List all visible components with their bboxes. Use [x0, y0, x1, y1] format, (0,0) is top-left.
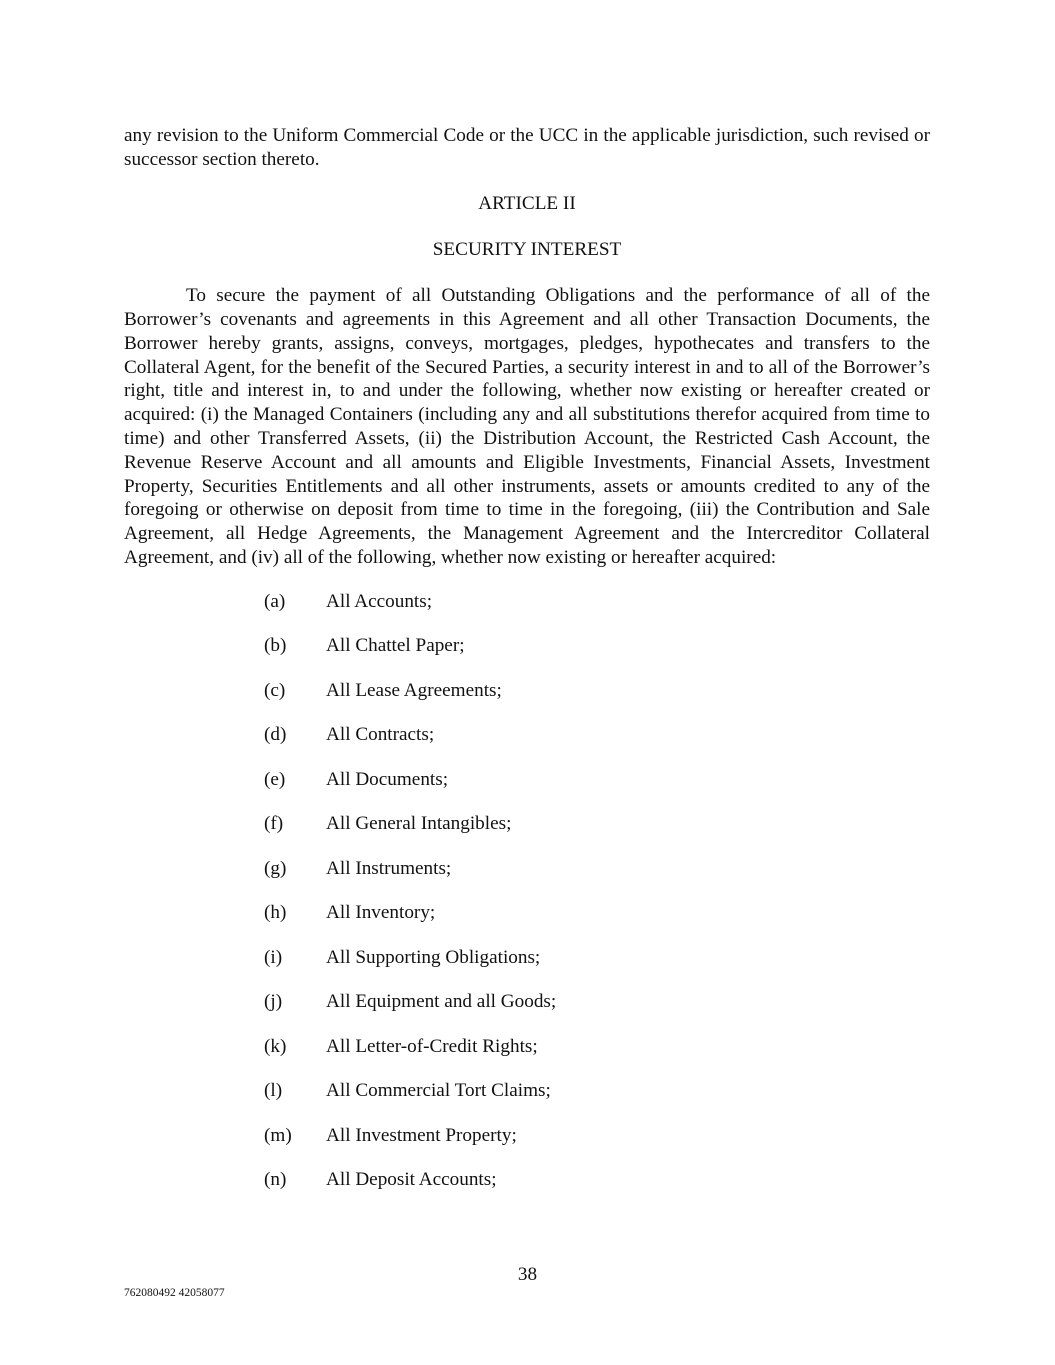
item-text: All Equipment and all Goods;: [326, 991, 557, 1013]
list-item: [124, 679, 930, 703]
item-text: All Letter-of-Credit Rights;: [326, 1035, 538, 1057]
list-item: [124, 1124, 930, 1148]
item-text: All Lease Agreements;: [326, 679, 502, 701]
item-letter: (e): [264, 768, 286, 790]
item-text: All Chattel Paper;: [326, 635, 465, 657]
list-item: [124, 857, 930, 881]
item-text: All Investment Property;: [326, 1124, 517, 1146]
list-item: [124, 634, 930, 658]
document-id: 762080492 42058077: [124, 1287, 225, 1299]
item-letter: (m): [264, 1124, 292, 1146]
item-text: All General Intangibles;: [326, 813, 512, 835]
item-text: All Accounts;: [326, 590, 433, 612]
list-item: [124, 768, 930, 792]
item-text: All Deposit Accounts;: [326, 1169, 497, 1191]
list-item: [124, 946, 930, 970]
item-letter: (n): [264, 1169, 287, 1191]
item-letter: (d): [264, 724, 287, 746]
item-text: All Documents;: [326, 768, 449, 790]
article-title-heading: SECURITY INTEREST: [432, 239, 622, 261]
list-item: [124, 1168, 930, 1192]
list-item: [124, 1035, 930, 1059]
item-letter: (g): [264, 857, 287, 879]
item-letter: (i): [264, 946, 283, 968]
document-page: [124, 124, 930, 1213]
item-letter: (f): [264, 813, 284, 835]
item-text: All Contracts;: [326, 724, 435, 746]
list-item: [124, 901, 930, 925]
item-letter: (k): [264, 1035, 287, 1057]
item-letter: (b): [264, 635, 287, 657]
item-letter: (c): [264, 679, 286, 701]
security-interest-paragraph: To secure the payment of all Outstanding Obligations and the performance of all of the Borrower’s covenants and agreements in this Agreement and all other Transaction Documents, the Borrower hereby grants, assigns, conveys, mortgages, pledges, hypothecates and transfers to the Collateral Agent, for the benefit of the Secured Parties, a security interest in and to all of the Borrower’s right, title and interest in, to and under the following, whether now existing or hereafter created or acquired: (i) the Managed Containers (including any and all substitutions therefor acquired from time to time) and other Transferred Assets, (ii) the Distribution Account, the Restricted Cash Account, the Revenue Reserve Account and all amounts and Eligible Investments, Financial Assets, Investment Property, Securities Entitlements and all other instruments, assets or amounts credited to any of the foregoing or otherwise on deposit from time to time in the foregoing, (iii) the Contribution and Sale Agreement, all Hedge Agreements, the Management Agreement and the Intercreditor Collateral Agreement, and (iv) all of the following, whether now existing or hereafter acquired:: [124, 285, 930, 568]
item-text: All Instruments;: [326, 857, 452, 879]
page-number: 38: [517, 1264, 538, 1285]
item-letter: (j): [264, 991, 283, 1013]
list-item: [124, 723, 930, 747]
list-item: [124, 990, 930, 1014]
item-letter: (l): [264, 1080, 283, 1102]
continuation-paragraph: any revision to the Uniform Commercial Code or the UCC in the applicable jurisdiction, such revised or successor section thereto.: [124, 125, 930, 170]
item-text: All Commercial Tort Claims;: [326, 1080, 551, 1102]
item-text: All Supporting Obligations;: [326, 946, 541, 968]
item-letter: (h): [264, 902, 287, 924]
list-item: [124, 1079, 930, 1103]
article-number-heading: ARTICLE II: [478, 192, 576, 214]
item-letter: (a): [264, 590, 286, 612]
item-text: All Inventory;: [326, 902, 436, 924]
list-item: [124, 590, 930, 614]
collateral-list: [124, 590, 930, 1192]
list-item: [124, 812, 930, 836]
